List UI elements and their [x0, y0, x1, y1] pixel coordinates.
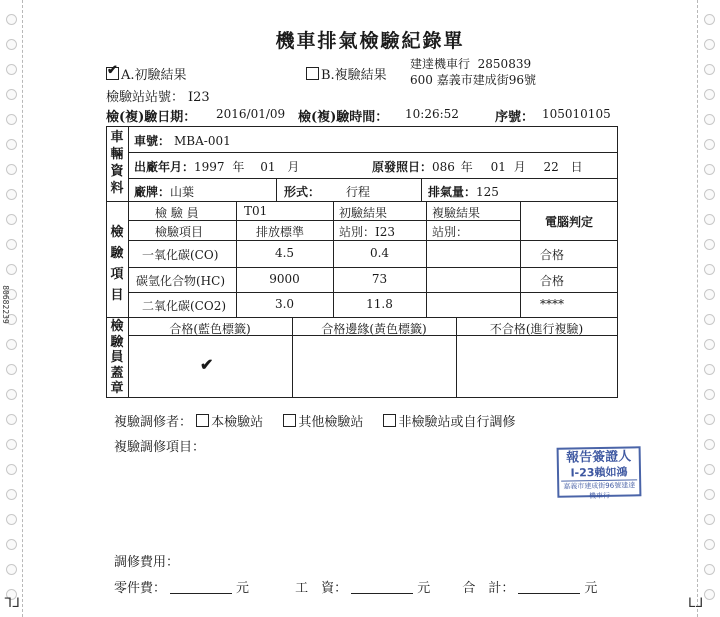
row-co2-result: **** [540, 297, 564, 311]
perforation-hole [6, 489, 17, 500]
row-hc-item: 碳氫化合物(HC) [136, 274, 226, 288]
standard-label: 排放標準 [256, 225, 305, 239]
item-label: 檢驗項目 [155, 225, 204, 239]
shop-address: 600 嘉義市建成街96號 [410, 73, 536, 87]
certifier-stamp [557, 446, 642, 501]
row-hc-standard: 9000 [269, 272, 300, 286]
seal-label-char: 員 [110, 350, 124, 365]
perforation-hole [704, 189, 715, 200]
repair-opt1-label: 本檢驗站 [211, 415, 264, 430]
row-co2-item: 二氧化碳(CO2) [142, 299, 227, 313]
plate-label: 車號： [134, 134, 171, 148]
parts-fee-label: 零件費： [114, 581, 167, 596]
table-line [128, 126, 129, 398]
perforation-hole [6, 39, 17, 50]
fee-label: 調修費用： [114, 555, 180, 570]
inspection-time: 10:26:52 [405, 107, 459, 121]
mfg-label: 出廠年月： [134, 160, 195, 174]
first-result-label: 初驗結果 [339, 206, 388, 220]
shop-name: 建達機車行 [410, 57, 471, 71]
pass-check-mark: ✔ [200, 355, 214, 374]
row-co2-first: 11.8 [366, 297, 393, 311]
perforation-hole [704, 164, 715, 175]
first-station-label: 站別： [339, 225, 376, 239]
shop-code: 2850839 [477, 57, 532, 71]
cc-value: 125 [476, 185, 499, 199]
station-label: 檢驗站站號： [106, 90, 185, 105]
retest-station-label: 站別： [432, 225, 469, 239]
perforation-hole [6, 414, 17, 425]
perforation-hole [6, 139, 17, 150]
perforation-hole [6, 164, 17, 175]
inspection-section-label [109, 222, 125, 306]
perforation-hole [6, 264, 17, 275]
labor-currency: 元 [417, 581, 431, 596]
table-line [421, 178, 422, 202]
row-hc-result: 合格 [540, 274, 565, 288]
vehicle-label-char: 料 [110, 181, 124, 196]
row-co-item: 一氧化碳(CO) [142, 248, 219, 262]
table-line [128, 267, 618, 268]
issue-day-unit: 日 [570, 160, 583, 174]
mfg-month: 01 [260, 160, 276, 174]
mfg-date-cell [134, 158, 299, 175]
form-label: 形式： [284, 185, 321, 199]
labor-fee-field[interactable] [351, 581, 413, 594]
table-line [276, 178, 277, 202]
labor-fee-label: 工 資： [295, 581, 348, 596]
perforation-hole [704, 464, 715, 475]
table-line [128, 152, 618, 153]
marginal-yellow-label: 合格邊緣(黃色標籤) [321, 322, 427, 336]
perforation-hole [704, 589, 715, 600]
issue-date-cell [372, 158, 583, 175]
form-cell [284, 183, 370, 200]
perforation-hole [704, 114, 715, 125]
shop-info [410, 55, 531, 72]
fail-retest-label: 不合格(進行複驗) [489, 322, 584, 336]
perforation-hole [6, 539, 17, 550]
issue-month: 01 [490, 160, 506, 174]
option-a[interactable] [106, 64, 187, 83]
table-line [128, 240, 618, 241]
repair-opt2-label: 其他檢驗站 [298, 415, 364, 430]
plate-cell [134, 132, 231, 149]
perforation-hole [704, 264, 715, 275]
stamp-title: 報告簽證人 [566, 449, 632, 466]
repair-items-label: 複驗調修項目： [114, 440, 206, 455]
computer-judgement-label: 電腦判定 [544, 215, 593, 229]
perforation-hole [6, 439, 17, 450]
corner-mark-left: ᒣᒧ [4, 596, 20, 611]
repair-by-label: 複驗調修者： [114, 415, 193, 430]
year-unit: 年 [232, 160, 245, 174]
inspector-id: T01 [244, 204, 268, 218]
perforation-hole [704, 289, 715, 300]
perforation-hole [6, 64, 17, 75]
perforation-hole [6, 114, 17, 125]
option-b-checkbox[interactable] [306, 67, 319, 80]
perforation-hole [6, 239, 17, 250]
table-line [128, 292, 618, 293]
issue-year-unit: 年 [460, 160, 473, 174]
inspection-label-char: 項 [110, 267, 124, 282]
table-line [106, 126, 107, 398]
option-b[interactable] [306, 64, 387, 83]
serial-label: 序號： [495, 110, 535, 125]
perforation-hole [704, 314, 715, 325]
right-perforation [697, 0, 720, 617]
perforation-hole [704, 439, 715, 450]
perforation-hole [704, 364, 715, 375]
seal-label-char: 章 [110, 381, 124, 396]
perforation-hole [704, 414, 715, 425]
issue-day: 22 [543, 160, 559, 174]
repair-opt1-checkbox[interactable] [196, 414, 209, 427]
perforation-hole [6, 14, 17, 25]
total-currency: 元 [584, 581, 598, 596]
seal-label-char: 檢 [110, 319, 124, 334]
row-hc-first: 73 [371, 272, 388, 286]
seal-label-char: 蓋 [110, 365, 124, 381]
brand-value: 山葉 [170, 185, 195, 199]
inspection-date: 2016/01/09 [216, 107, 286, 121]
vehicle-section-label [109, 129, 125, 197]
repair-opt3-checkbox[interactable] [383, 414, 396, 427]
seal-section-label [109, 319, 125, 397]
total-fee-label: 合 計： [462, 581, 515, 596]
vehicle-label-char: 輛 [110, 147, 124, 162]
perforation-hole [6, 89, 17, 100]
inspection-label-char: 驗 [110, 246, 124, 261]
perforation-hole [6, 464, 17, 475]
stamp-address: 嘉義市建成街96號建達機車行 [561, 479, 637, 501]
perforation-hole [704, 64, 715, 75]
perforation-hole [6, 514, 17, 525]
issue-year: 086 [432, 160, 455, 174]
perforation-hole [6, 214, 17, 225]
stamp-name: I-23賴如鴻 [570, 465, 628, 480]
inspection-label-char: 目 [110, 288, 124, 303]
perforation-hole [704, 39, 715, 50]
parts-currency: 元 [236, 581, 250, 596]
row-co-result: 合格 [540, 248, 565, 262]
table-line [128, 178, 618, 179]
form-value: 行程 [346, 185, 371, 199]
vehicle-label-char: 車 [110, 130, 124, 145]
perforation-hole [6, 339, 17, 350]
station-no: I23 [188, 90, 210, 105]
perforation-hole [6, 564, 17, 575]
table-line [426, 201, 427, 318]
issue-month-unit: 月 [513, 160, 526, 174]
table-line [106, 126, 618, 127]
serial-number: 105010105 [542, 107, 611, 121]
cc-label: 排氣量： [428, 185, 477, 199]
perforation-hole [6, 389, 17, 400]
plate-number: MBA-001 [174, 134, 231, 148]
month-unit: 月 [287, 160, 300, 174]
vehicle-label-char: 資 [110, 164, 124, 179]
perforation-hole [704, 514, 715, 525]
perforation-hole [704, 339, 715, 350]
fee-row [114, 577, 597, 596]
inspector-label: 檢 驗 員 [155, 206, 199, 220]
table-line [617, 126, 618, 398]
option-b-label: B.複驗結果 [321, 68, 387, 83]
perforation-hole [704, 489, 715, 500]
perforation-hole [704, 89, 715, 100]
first-station-value: I23 [375, 225, 396, 239]
row-co-first: 0.4 [369, 246, 390, 260]
perforation-hole [704, 239, 715, 250]
mfg-year: 1997 [194, 160, 225, 174]
station-row [106, 86, 210, 105]
retest-station [432, 223, 468, 240]
brand-label: 廠牌： [134, 185, 171, 199]
table-line [106, 317, 618, 318]
table-line [106, 201, 618, 202]
row-co-standard: 4.5 [274, 246, 295, 260]
seal-label-char: 驗 [110, 334, 124, 350]
perforation-hole [704, 389, 715, 400]
inspection-label-char: 檢 [110, 225, 124, 240]
time-label: 檢(複)驗時間： [298, 110, 389, 125]
parts-fee-field[interactable] [170, 581, 232, 594]
perforation-hole [704, 564, 715, 575]
repair-by-row [114, 411, 515, 430]
cc-cell [428, 183, 499, 200]
margin-code: 80682239 [0, 285, 10, 324]
repair-opt2-checkbox[interactable] [283, 414, 296, 427]
repair-opt3-label: 非檢驗站或自行調修 [398, 415, 516, 430]
row-co2-standard: 3.0 [274, 297, 295, 311]
perforation-hole [6, 364, 17, 375]
brand-cell [134, 183, 194, 200]
first-station [339, 223, 395, 240]
pass-blue-label: 合格(藍色標籤) [169, 322, 251, 336]
date-label: 檢(複)驗日期： [106, 110, 197, 125]
option-a-checkbox[interactable]: ✔ [107, 63, 118, 78]
perforation-hole [704, 14, 715, 25]
perforation-hole [704, 139, 715, 150]
perforation-hole [704, 539, 715, 550]
table-line [106, 397, 618, 398]
option-a-label: A.初驗結果 [121, 68, 187, 83]
total-fee-field[interactable] [518, 581, 580, 594]
issue-label: 原發照日： [372, 160, 433, 174]
form-title: 機車排氣檢驗紀錄單 [275, 30, 465, 52]
perforation-hole [704, 214, 715, 225]
corner-mark-right: ᒪᒧ [688, 596, 704, 611]
perforation-hole [6, 189, 17, 200]
retest-result-label: 複驗結果 [432, 206, 481, 220]
